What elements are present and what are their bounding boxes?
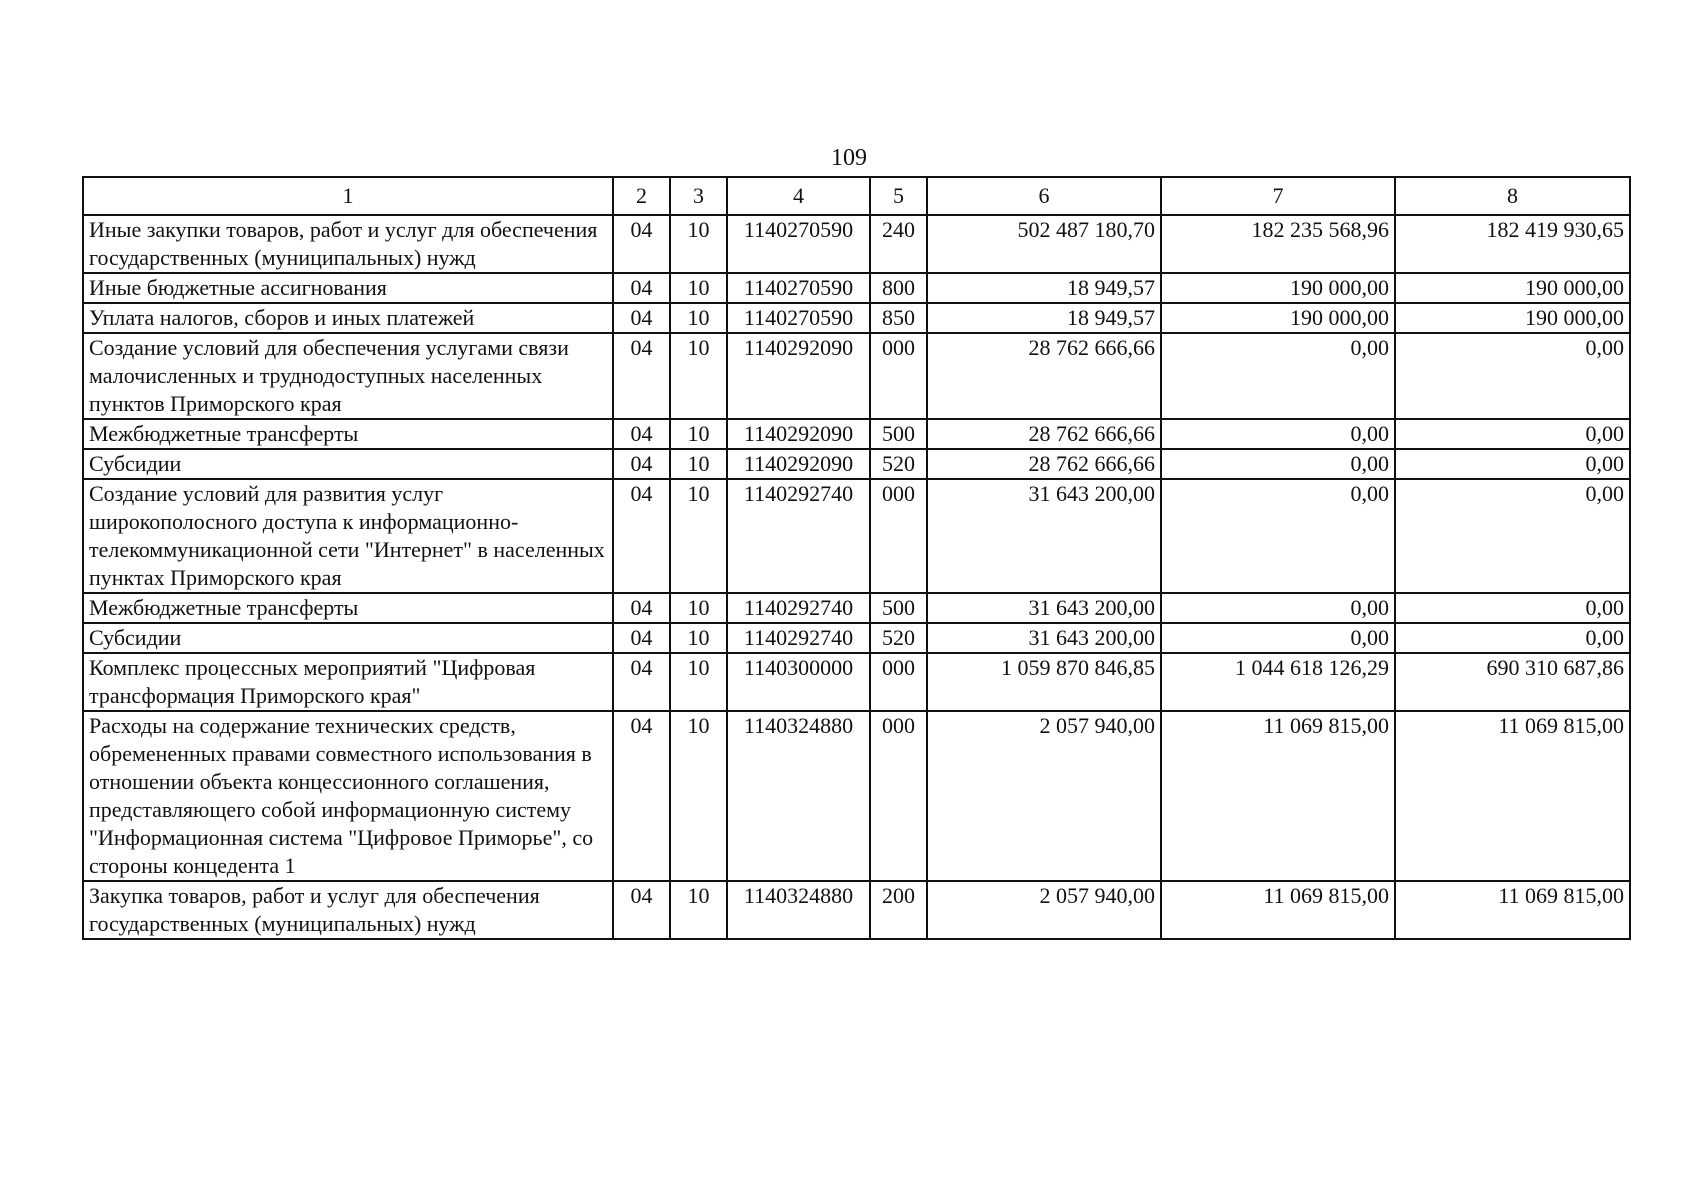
- target-article-code: 1140292090: [727, 333, 870, 419]
- amount-col-7: 0,00: [1161, 593, 1395, 623]
- table-row: [83, 653, 1630, 711]
- subsection-code: 10: [670, 449, 727, 479]
- amount-col-7: 0,00: [1161, 479, 1395, 593]
- expense-type-code: 500: [870, 419, 927, 449]
- amount-col-8: 11 069 815,00: [1395, 711, 1630, 881]
- table-row: [83, 881, 1630, 939]
- amount-col-8: 0,00: [1395, 623, 1630, 653]
- table-row: [83, 623, 1630, 653]
- section-code: 04: [613, 593, 670, 623]
- budget-table: [82, 176, 1631, 940]
- amount-col-6: 31 643 200,00: [927, 623, 1161, 653]
- column-header-6: 6: [927, 177, 1161, 215]
- page-number: 109: [831, 145, 867, 171]
- subsection-code: 10: [670, 215, 727, 273]
- subsection-code: 10: [670, 273, 727, 303]
- table-row: [83, 479, 1630, 593]
- subsection-code: 10: [670, 333, 727, 419]
- expense-type-code: 800: [870, 273, 927, 303]
- amount-col-8: 11 069 815,00: [1395, 881, 1630, 939]
- column-header-4: 4: [727, 177, 870, 215]
- expense-type-code: 520: [870, 623, 927, 653]
- target-article-code: 1140300000: [727, 653, 870, 711]
- amount-col-6: 28 762 666,66: [927, 333, 1161, 419]
- row-name: Межбюджетные трансферты: [83, 593, 613, 623]
- subsection-code: 10: [670, 303, 727, 333]
- amount-col-8: 0,00: [1395, 333, 1630, 419]
- row-name: Создание условий для развития услуг широкополосного доступа к информационно-телекоммуникационной сети "Интернет" в населенных пунктах Приморского края: [83, 479, 613, 593]
- section-code: 04: [613, 623, 670, 653]
- subsection-code: 10: [670, 653, 727, 711]
- column-header-2: 2: [613, 177, 670, 215]
- expense-type-code: 000: [870, 333, 927, 419]
- expense-type-code: 200: [870, 881, 927, 939]
- amount-col-6: 18 949,57: [927, 273, 1161, 303]
- expense-type-code: 850: [870, 303, 927, 333]
- subsection-code: 10: [670, 711, 727, 881]
- section-code: 04: [613, 449, 670, 479]
- amount-col-6: 31 643 200,00: [927, 593, 1161, 623]
- target-article-code: 1140292740: [727, 593, 870, 623]
- section-code: 04: [613, 479, 670, 593]
- amount-col-8: 182 419 930,65: [1395, 215, 1630, 273]
- target-article-code: 1140292090: [727, 449, 870, 479]
- column-header-3: 3: [670, 177, 727, 215]
- column-header-5: 5: [870, 177, 927, 215]
- section-code: 04: [613, 419, 670, 449]
- amount-col-8: 0,00: [1395, 479, 1630, 593]
- amount-col-6: 28 762 666,66: [927, 449, 1161, 479]
- amount-col-7: 182 235 568,96: [1161, 215, 1395, 273]
- amount-col-8: 0,00: [1395, 419, 1630, 449]
- expense-type-code: 520: [870, 449, 927, 479]
- expense-type-code: 000: [870, 479, 927, 593]
- subsection-code: 10: [670, 419, 727, 449]
- row-name: Иные бюджетные ассигнования: [83, 273, 613, 303]
- subsection-code: 10: [670, 881, 727, 939]
- target-article-code: 1140292740: [727, 623, 870, 653]
- row-name: Субсидии: [83, 623, 613, 653]
- target-article-code: 1140324880: [727, 881, 870, 939]
- table-row: [83, 419, 1630, 449]
- section-code: 04: [613, 711, 670, 881]
- target-article-code: 1140270590: [727, 303, 870, 333]
- amount-col-7: 11 069 815,00: [1161, 881, 1395, 939]
- column-header-1: 1: [83, 177, 613, 215]
- target-article-code: 1140270590: [727, 215, 870, 273]
- expense-type-code: 500: [870, 593, 927, 623]
- row-name: Иные закупки товаров, работ и услуг для обеспечения государственных (муниципальных) нужд: [83, 215, 613, 273]
- table-row: [83, 333, 1630, 419]
- row-name: Субсидии: [83, 449, 613, 479]
- section-code: 04: [613, 881, 670, 939]
- section-code: 04: [613, 273, 670, 303]
- target-article-code: 1140270590: [727, 273, 870, 303]
- amount-col-7: 0,00: [1161, 623, 1395, 653]
- header-row: [83, 177, 1630, 215]
- amount-col-8: 690 310 687,86: [1395, 653, 1630, 711]
- target-article-code: 1140324880: [727, 711, 870, 881]
- section-code: 04: [613, 303, 670, 333]
- section-code: 04: [613, 333, 670, 419]
- section-code: 04: [613, 215, 670, 273]
- amount-col-6: 31 643 200,00: [927, 479, 1161, 593]
- row-name: Комплекс процессных мероприятий "Цифровая трансформация Приморского края": [83, 653, 613, 711]
- amount-col-6: 2 057 940,00: [927, 881, 1161, 939]
- amount-col-7: 0,00: [1161, 449, 1395, 479]
- amount-col-7: 0,00: [1161, 419, 1395, 449]
- amount-col-6: 28 762 666,66: [927, 419, 1161, 449]
- table-row: [83, 273, 1630, 303]
- amount-col-6: 2 057 940,00: [927, 711, 1161, 881]
- row-name: Расходы на содержание технических средств, обремененных правами совместного использования в отношении объекта концессионного соглашения, представляющего собой информационную систему "Информационная система "Цифровое Приморье", со стороны концедента 1: [83, 711, 613, 881]
- row-name: Уплата налогов, сборов и иных платежей: [83, 303, 613, 333]
- amount-col-7: 190 000,00: [1161, 273, 1395, 303]
- table-row: [83, 215, 1630, 273]
- subsection-code: 10: [670, 593, 727, 623]
- table-row: [83, 303, 1630, 333]
- amount-col-7: 190 000,00: [1161, 303, 1395, 333]
- amount-col-8: 190 000,00: [1395, 273, 1630, 303]
- amount-col-8: 0,00: [1395, 449, 1630, 479]
- row-name: Закупка товаров, работ и услуг для обеспечения государственных (муниципальных) нужд: [83, 881, 613, 939]
- target-article-code: 1140292740: [727, 479, 870, 593]
- expense-type-code: 000: [870, 711, 927, 881]
- table-row: [83, 449, 1630, 479]
- amount-col-6: 1 059 870 846,85: [927, 653, 1161, 711]
- amount-col-7: 0,00: [1161, 333, 1395, 419]
- target-article-code: 1140292090: [727, 419, 870, 449]
- row-name: Межбюджетные трансферты: [83, 419, 613, 449]
- column-header-8: 8: [1395, 177, 1630, 215]
- amount-col-6: 18 949,57: [927, 303, 1161, 333]
- subsection-code: 10: [670, 623, 727, 653]
- expense-type-code: 000: [870, 653, 927, 711]
- amount-col-8: 190 000,00: [1395, 303, 1630, 333]
- amount-col-7: 11 069 815,00: [1161, 711, 1395, 881]
- amount-col-6: 502 487 180,70: [927, 215, 1161, 273]
- table-row: [83, 593, 1630, 623]
- expense-type-code: 240: [870, 215, 927, 273]
- subsection-code: 10: [670, 479, 727, 593]
- row-name: Создание условий для обеспечения услугами связи малочисленных и труднодоступных населенных пунктов Приморского края: [83, 333, 613, 419]
- column-header-7: 7: [1161, 177, 1395, 215]
- amount-col-8: 0,00: [1395, 593, 1630, 623]
- section-code: 04: [613, 653, 670, 711]
- table-row: [83, 711, 1630, 881]
- amount-col-7: 1 044 618 126,29: [1161, 653, 1395, 711]
